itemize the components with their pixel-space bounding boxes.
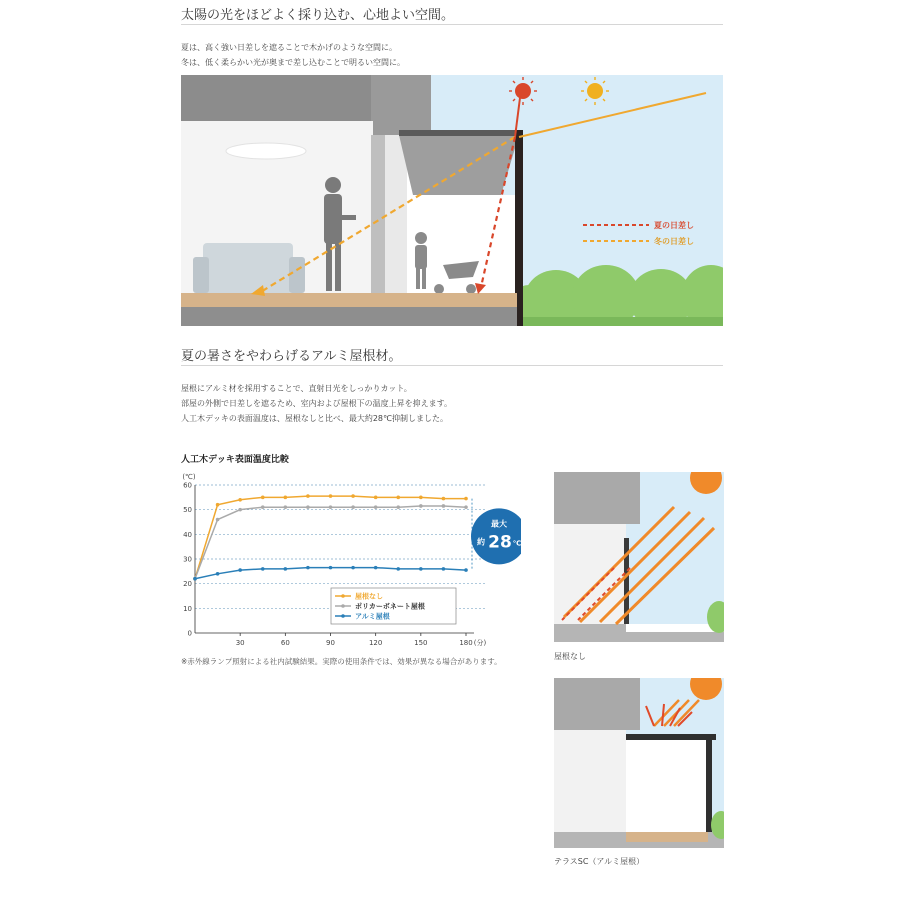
series-point [238,508,242,512]
badge-top-label: 最大 [491,519,507,529]
series-point [329,566,333,570]
alu-roof-caption: テラスSC（アルミ屋根） [554,857,645,866]
legend-label: 屋根なし [355,592,383,601]
x-tick-label: 120 [368,639,383,647]
legend-summer-label: 夏の日差し [654,221,694,230]
legend-winter-label: 冬の日差し [654,237,694,246]
section2-paragraph: 屋根にアルミ材を採用することで、直射日光をしっかりカット。 部屋の外側で日差しを遮るため、室内および屋根下の温度上昇を抑えます。 人工木デッキの表面温度は、屋根なしと比べ、最大約28℃抑制しました。 [181,384,453,423]
sunlight-illustration-svg [181,75,723,326]
series-point [216,572,220,576]
series-point [351,566,355,570]
legend-label: ポリカーボネート屋根 [355,602,425,611]
series-point [216,518,220,522]
series-point [284,496,288,500]
badge-value-label: 28 [488,532,512,553]
badge-prefix-label: 約 [477,537,485,547]
legend-swatch-point [341,594,345,598]
legend-swatch-point [341,604,345,608]
sunlight-illustration [181,75,723,326]
x-tick-label: 30 [235,639,245,647]
series-point [374,496,378,500]
series-point [464,505,468,509]
legend-label: アルミ屋根 [355,612,390,621]
chart-note: ※赤外線ランプ照射による社内試験結果。実際の使用条件では、効果が異なる場合があります。 [181,657,502,666]
series-point [261,505,265,509]
x-tick-label: 180 [459,639,473,647]
y-tick-label: 60 [183,481,192,490]
series-point [396,505,400,509]
section2-heading: 夏の暑さをやわらげるアルミ屋根材。 [181,349,402,364]
legend-swatch-point [341,614,345,618]
y-tick-label: 30 [183,555,192,564]
x-tick-label: 150 [414,639,428,647]
series-point [396,496,400,500]
no-roof-caption: 屋根なし [554,652,586,661]
section1-divider [181,24,723,25]
series-point [193,577,197,581]
badge-unit-label: ℃ [512,539,521,548]
series-point [284,567,288,571]
series-point [419,496,423,500]
series-point [306,494,310,498]
y-tick-label: 40 [183,530,192,539]
series-point [351,494,355,498]
section1-paragraph: 夏は、高く強い日差しを遮ることで木かげのような空間に。 冬は、低く柔らかい光が奥まで差し込むことで明るい空間に。 [181,43,405,67]
series-point [329,505,333,509]
section2-divider [181,365,723,366]
series-point [464,568,468,572]
no-roof-illustration [554,472,724,642]
series-point [396,567,400,571]
series-point [351,505,355,509]
temperature-chart-svg [181,470,521,655]
series-point [419,567,423,571]
series-point [261,567,265,571]
series-point [464,497,468,501]
series-point [442,497,446,501]
series-point [329,494,333,498]
series-point [419,504,423,508]
x-tick-label: 60 [280,639,290,647]
series-point [442,504,446,508]
series-point [374,566,378,570]
series-point [238,568,242,572]
series-point [306,566,310,570]
series-point [442,567,446,571]
series-point [216,503,220,507]
x-unit-label: (分) [473,639,487,647]
series-point [306,505,310,509]
series-point [374,505,378,509]
y-tick-label: 0 [187,629,192,638]
temperature-chart [181,470,521,655]
series-point [238,498,242,502]
chart-title: 人工木デッキ表面温度比較 [181,455,289,465]
y-tick-label: 10 [183,604,192,613]
alu-roof-illustration [554,678,724,848]
y-unit-label: (℃) [182,473,196,481]
series-point [261,496,265,500]
series-point [284,505,288,509]
y-tick-label: 20 [183,580,192,589]
section1-heading: 太陽の光をほどよく採り込む、心地よい空間。 [181,8,455,23]
x-tick-label: 90 [326,639,335,647]
y-tick-label: 50 [183,506,192,515]
